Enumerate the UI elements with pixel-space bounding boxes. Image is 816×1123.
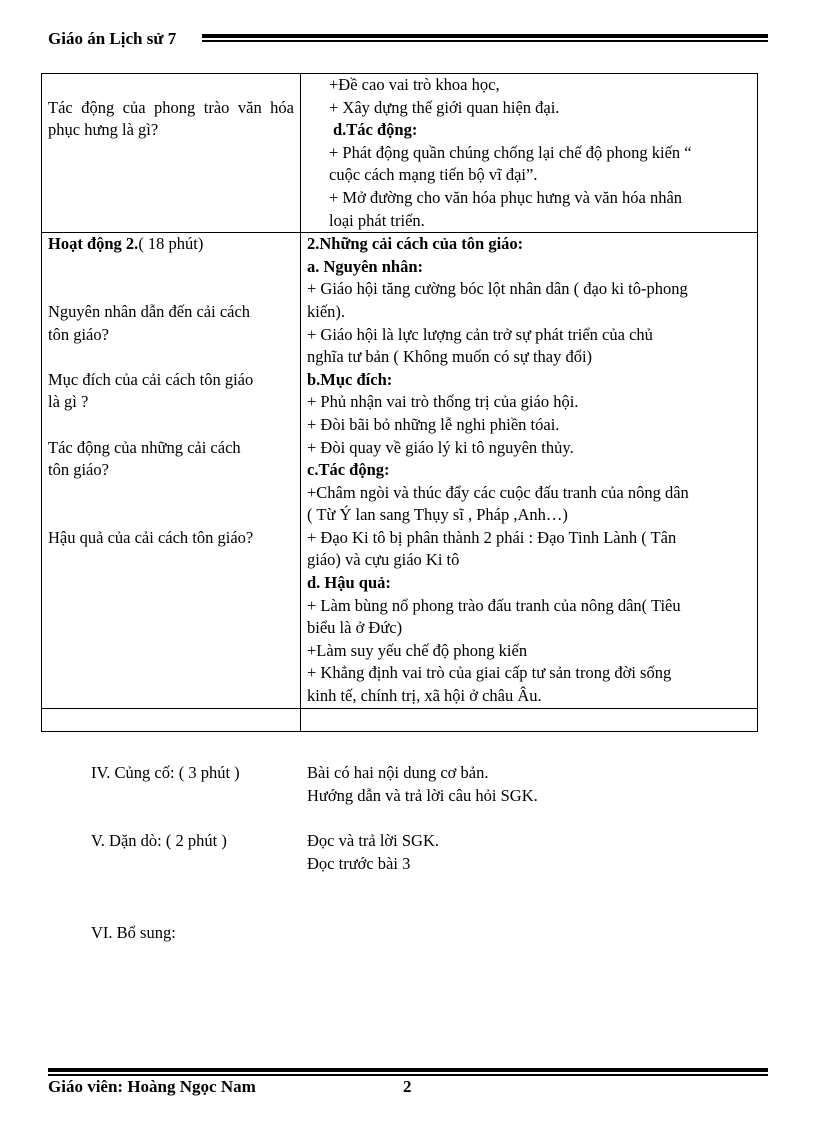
answer-line: + Đòi quay về giáo lý ki tô nguyên thủy. — [307, 437, 574, 457]
subheading: d.Tác động: — [333, 120, 418, 140]
answer-line: + Đòi bãi bỏ những lễ nghi phiền tóai. — [307, 414, 560, 434]
section-label-dan-do: V. Dặn dò: ( 2 phút ) — [91, 831, 227, 850]
answer-line: kiến). — [307, 301, 346, 321]
answer-line: + Mở đường cho văn hóa phục hưng và văn hóa nhân — [329, 187, 683, 207]
header-rule — [202, 34, 768, 42]
answer-cell — [301, 233, 758, 708]
table-row — [42, 74, 758, 233]
answer-line: ( Từ Ý lan sang Thụy sĩ , Pháp ,Anh…) — [307, 505, 568, 525]
subheading: b.Mục đích: — [307, 369, 393, 389]
section-label-cung-co: IV. Củng cố: ( 3 phút ) — [91, 763, 240, 782]
answer-line: +Làm suy yếu chế độ phong kiến — [307, 640, 528, 660]
section-text: Hướng dẫn và trả lời câu hỏi SGK. — [307, 786, 538, 805]
lesson-table — [41, 73, 758, 732]
question-text: Nguyên nhân dẫn đến cải cách — [48, 301, 251, 321]
table-row — [42, 708, 758, 731]
answer-line: + Giáo hội là lực lượng cản trở sự phát triển của chủ — [307, 324, 653, 344]
question-text: Tác động của những cải cách — [48, 437, 241, 457]
page-header — [48, 29, 768, 51]
answer-line: biểu là ở Đức) — [307, 618, 403, 638]
question-text: Hậu quả của cải cách tôn giáo? — [48, 527, 254, 547]
answer-line: +Đề cao vai trò khoa học, — [329, 75, 500, 94]
answer-line: + Xây dựng thế giới quan hiện đại. — [329, 97, 560, 117]
answer-line: kinh tế, chính trị, xã hội ở châu Âu. — [307, 686, 542, 706]
activity-heading: Hoạt động 2.( 18 phút) — [48, 234, 204, 254]
answer-line: + Đạo Ki tô bị phân thành 2 phái : Đạo Tinh Lành ( Tân — [307, 527, 677, 547]
answer-line: loại phát triển. — [329, 210, 425, 230]
teacher-name: Giáo viên: Hoàng Ngọc Nam — [48, 1077, 256, 1096]
answer-cell — [301, 74, 758, 233]
answer-line: + Phát động quần chúng chống lại chế độ phong kiến “ — [329, 142, 692, 162]
answer-line: + Làm bùng nổ phong trào đấu tranh của nông dân( Tiêu — [307, 595, 681, 615]
answer-line: +Châm ngòi và thúc đẩy các cuộc đấu tranh của nông dân — [307, 482, 689, 502]
answer-line: nghĩa tư bản ( Không muốn có sự thay đổi) — [307, 347, 593, 367]
answer-line: + Phủ nhận vai trò thống trị của giáo hội. — [307, 392, 579, 412]
answer-line: giáo) và cựu giáo Ki tô — [307, 550, 460, 570]
question-cell — [42, 233, 301, 708]
section-text: Đọc trước bài 3 — [307, 854, 411, 873]
section-title: 2.Những cải cách của tôn giáo: — [307, 234, 524, 254]
question-cell — [42, 74, 301, 233]
section-text: Bài có hai nội dung cơ bản. — [307, 763, 489, 782]
answer-line: + Giáo hội tăng cường bóc lột nhân dân ( đạo ki tô-phong — [307, 279, 688, 299]
question-text: là gì ? — [48, 392, 89, 412]
section-label-bo-sung: VI. Bổ sung: — [91, 923, 176, 942]
page-number: 2 — [403, 1077, 412, 1096]
answer-line: + Khẳng định vai trò của giai cấp tư sản trong đời sống — [307, 663, 672, 683]
subheading: d. Hậu quả: — [307, 573, 391, 593]
empty-cell — [42, 708, 301, 731]
answer-line: cuộc cách mạng tiến bộ vĩ đại”. — [329, 165, 538, 185]
subheading: a. Nguyên nhân: — [307, 256, 423, 276]
subheading: c.Tác động: — [307, 460, 390, 480]
table-row — [42, 233, 758, 708]
question-text: tôn giáo? — [48, 324, 109, 344]
footer-rule — [48, 1068, 768, 1076]
section-text: Đọc và trả lời SGK. — [307, 831, 439, 850]
empty-cell — [301, 708, 758, 731]
question-text: Mục đích của cải cách tôn giáo — [48, 369, 254, 389]
page-footer — [48, 1068, 768, 1098]
question-text: tôn giáo? — [48, 460, 109, 480]
question-text: Tác động của phong trào văn hóa phục hưng là gì? — [48, 97, 294, 140]
header-title: Giáo án Lịch sử 7 — [48, 29, 177, 48]
